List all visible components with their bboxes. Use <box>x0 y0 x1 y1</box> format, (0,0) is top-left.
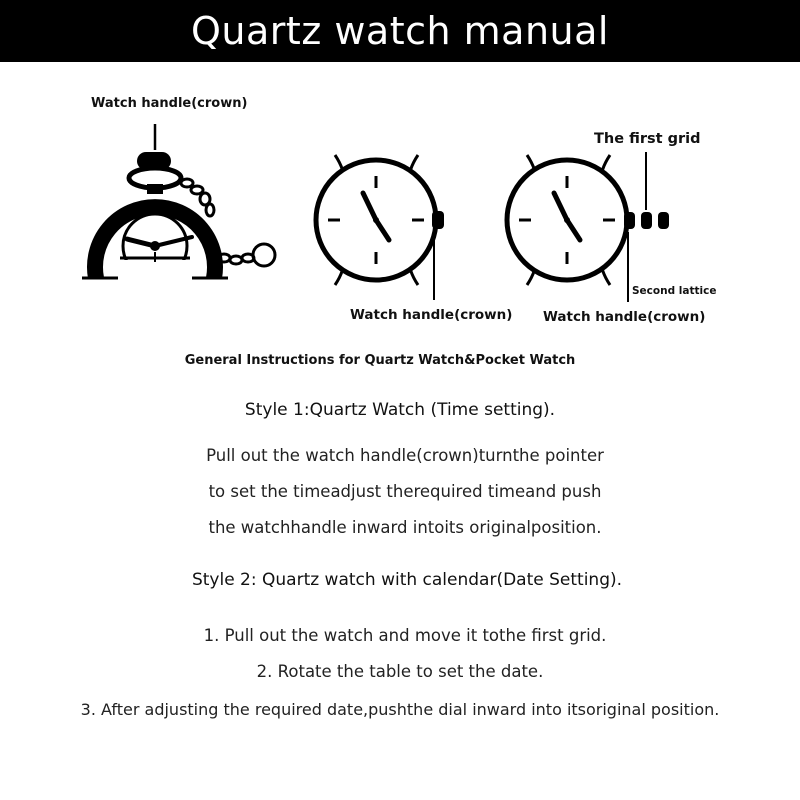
calendar-watch-icon <box>507 152 669 302</box>
general-instructions-heading: General Instructions for Quartz Watch&Pocket Watch <box>184 353 576 368</box>
pocket-watch-crown-label: Watch handle(crown) <box>91 96 248 111</box>
first-grid-label: The first grid <box>594 131 701 147</box>
style2-step-1: 1. Pull out the watch and move it tothe first grid. <box>203 626 607 645</box>
watch2-crown-label: Watch handle(crown) <box>543 309 706 325</box>
style2-heading: Style 2: Quartz watch with calendar(Date Setting). <box>191 570 623 590</box>
title-bar <box>0 0 800 62</box>
style2-step-3: 3. After adjusting the required date,pushthe dial inward into itsoriginal position. <box>80 700 720 719</box>
wrist-watch-icon <box>316 155 444 300</box>
watch1-crown-label: Watch handle(crown) <box>350 307 513 323</box>
pocket-watch-icon <box>82 124 275 280</box>
style1-heading: Style 1:Quartz Watch (Time setting). <box>244 400 556 420</box>
second-lattice-label: Second lattice <box>632 285 717 297</box>
style1-line-1: Pull out the watch handle(crown)turnthe pointer <box>206 446 604 465</box>
page-title: Quartz watch manual <box>191 9 609 53</box>
style1-line-3: the watchhandle inward intoits originalposition. <box>208 518 602 537</box>
style1-line-2: to set the timeadjust therequired timeand push <box>208 482 602 501</box>
style2-step-2: 2. Rotate the table to set the date. <box>256 662 544 681</box>
